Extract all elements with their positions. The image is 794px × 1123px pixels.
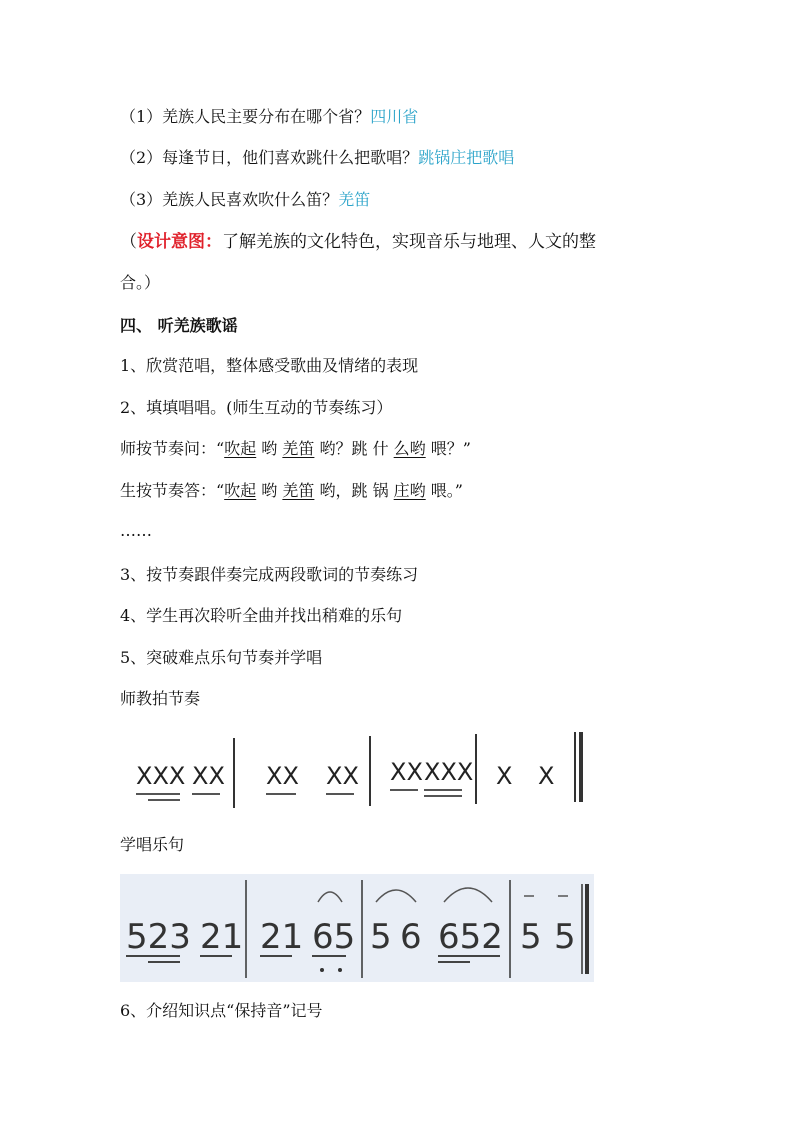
student-word-3: 庄哟 (393, 481, 426, 500)
question-1 (120, 106, 418, 128)
question-3-text: （3）羌族人民喜欢吹什么笛？ (120, 190, 339, 209)
question-3-answer: 羌笛 (338, 190, 371, 209)
design-intent-cont: 合。） (120, 273, 161, 292)
question-2-text: （2）每逢节日，他们喜欢跳什么把歌唱？ (120, 148, 419, 167)
rhythm-group-3: XX (266, 762, 299, 790)
rhythm-group-8: X (538, 762, 555, 790)
student-sep-2: 哟，跳 锅 (314, 481, 394, 500)
question-1-answer: 四川省 (370, 107, 419, 126)
notation-group-4: 65 (312, 917, 356, 957)
question-2 (120, 147, 514, 169)
item-5: 5、突破难点乐句节奏并学唱 (120, 648, 323, 667)
notation-group-6: 6 (400, 917, 422, 957)
rhythm-group-1: XXX (136, 762, 186, 790)
design-intent (120, 231, 596, 253)
design-intent-continued (120, 272, 160, 294)
item-2: 2、填填唱唱。(师生互动的节奏练习） (120, 398, 393, 417)
notation-slurs (318, 888, 492, 902)
design-intent-label: 设计意图： (137, 232, 222, 252)
notation-group-5: 5 (370, 917, 392, 957)
design-intent-text: 了解羌族的文化特色，实现音乐与地理、人文的整 (222, 232, 596, 252)
rhythm-group-7: X (496, 762, 513, 790)
teacher-word-3: 么哟 (393, 439, 426, 458)
rhythm-group-5: XX (390, 758, 423, 786)
design-intent-open: （ (120, 232, 137, 252)
notation-group-9: 5 (554, 917, 576, 957)
question-1-text: （1）羌族人民主要分布在哪个省？ (120, 107, 371, 126)
item-4: 4、学生再次聆听全曲并找出稍难的乐句 (120, 606, 403, 625)
student-sep-3: 喂。” (425, 481, 463, 500)
teacher-rhythm-question (120, 438, 471, 460)
rhythm-group-2: XX (192, 762, 225, 790)
section-4-title: 四、 听羌族歌谣 (120, 316, 238, 335)
item-1: 1、欣赏范唱，整体感受歌曲及情绪的表现 (120, 356, 419, 375)
sing-label: 学唱乐句 (120, 835, 185, 854)
rhythm-beams (136, 790, 462, 800)
notation-group-1: 523 (126, 917, 191, 957)
notation-low-dots (320, 968, 342, 972)
student-prefix: 生按节奏答：“ (120, 481, 225, 500)
item-6: 6、介绍知识点“保持音”记号 (120, 1001, 323, 1020)
question-2-answer: 跳锅庄把歌唱 (418, 148, 515, 167)
teacher-sep-1: 哟 (256, 439, 283, 458)
rhythm-group-4: XX (326, 762, 359, 790)
teacher-word-2: 羌笛 (282, 439, 315, 458)
student-word-1: 吹起 (224, 481, 257, 500)
question-3 (120, 189, 370, 211)
student-sep-1: 哟 (256, 481, 283, 500)
rhythm-group-6: XXX (424, 758, 474, 786)
rhythm-notation (128, 728, 598, 812)
item-3: 3、按节奏跟伴奏完成两段歌词的节奏练习 (120, 565, 419, 584)
student-word-2: 羌笛 (282, 481, 315, 500)
notation-group-7: 652 (438, 917, 503, 957)
ellipsis: …… (120, 521, 152, 540)
rhythm-label: 师教拍节奏 (120, 689, 201, 708)
numbered-notation (120, 874, 594, 982)
teacher-prefix: 师按节奏问：“ (120, 439, 225, 458)
student-rhythm-answer (120, 480, 463, 502)
notation-group-2: 21 (200, 917, 244, 957)
notation-group-3: 21 (260, 917, 304, 957)
teacher-sep-2: 哟？跳 什 (314, 439, 394, 458)
notation-group-8: 5 (520, 917, 542, 957)
teacher-word-1: 吹起 (224, 439, 257, 458)
teacher-sep-3: 喂？” (425, 439, 471, 458)
